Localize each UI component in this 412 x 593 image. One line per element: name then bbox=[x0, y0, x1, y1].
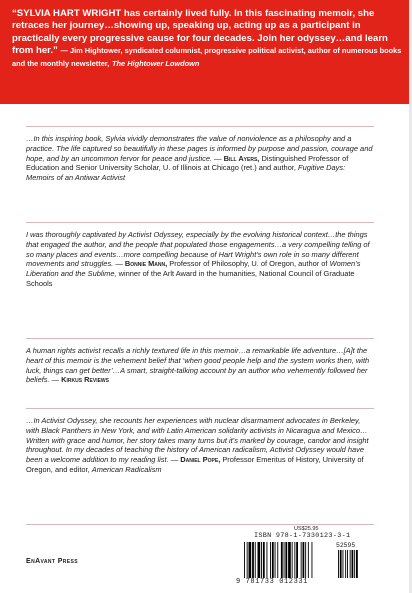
quote-author-title: Professor Emeritus of History, University of Oregon, and editor, bbox=[26, 455, 364, 474]
quote-block: A human rights activist recalls a richly textured life in this memoir…a remarkable life adventure…[A]t the heart of this memoir is the vehement belief that ‘when good people help and the system works then, with luck, things can get better’…A smart, straight-talking account by an author who vehemently followed her beliefs. — Kirkus Reviews bbox=[26, 346, 370, 385]
quote-author: Bill Ayers, bbox=[223, 153, 260, 163]
endorsement-banner bbox=[0, 0, 412, 104]
quote-block: …In Activist Odyssey, she recounts her experiences with nuclear disarmament advocates in Berkeley, with Black Panthers in New York, and with Latin American solidarity activists in Nicaragua and Mexico…Written with grace and humor, her story takes many turns but it’s marked by courage, candor and insight throughout. In my decades of teaching the history of American radicalism, Activist Odyssey would have been a welcome addition to my reading list. — Daniel Pope, Professor Emeritus of History, University of Oregon, and editor, American Radicalism bbox=[26, 416, 369, 474]
quote-work: Women’s Liberation and the Sublime, bbox=[26, 259, 361, 278]
divider bbox=[26, 524, 374, 525]
publisher-imprint: EnAvant Press bbox=[26, 558, 79, 565]
lead-attribution: — Jim Hightower, syndicated columnist, progressive political activist, author of numerous books and the monthly newsletter, bbox=[12, 46, 402, 68]
quote-block: I was thoroughly captivated by Activist Odyssey, especially by the evolving historical context…the things that engaged the author, and the people that populated those engagements…a very compelling telling of so many places and events…more compelling because of Hart Wright’s own role in so many different movements and struggles. — Bonnie Mann, Professor of Philosophy, U. of Oregon, author of Women’s Liberation and the Sublime, winner of the Arlt Award in the humanities, National Council of Graduate Schools bbox=[26, 230, 370, 288]
isbn-barcode bbox=[230, 526, 370, 588]
isbn-label: ISBN 978-1-7330123-3-1 bbox=[254, 532, 351, 540]
quote-work: American Radicalism bbox=[91, 464, 162, 474]
addon-number: 52595 bbox=[336, 542, 356, 549]
lead-quote: “SYLVIA HART WRIGHT has certainly lived fully. In this fascinating memoir, she retraces her journey…showing up, speaking up, acting up as a participant in practically every progressive cause for four decades. Join her odyssey…and learn from her.” bbox=[12, 8, 388, 57]
quote-author: Bonnie Mann, bbox=[124, 259, 168, 269]
quote-author: Kirkus Reviews bbox=[61, 375, 109, 385]
divider bbox=[26, 408, 374, 409]
quote-block: …In this inspiring book, Sylvia vividly demonstrates the value of nonviolence as a philosophy and a practice. The life captured so beautifully in these pages is informed by purpose and passion, courage and hope, and by an uncommon fervor for peace and justice. — Bill Ayers, Distinguished Professor of Education and Senior University Scholar, U. of Illinois at Chicago (ret.) and author, Fugitive Days: Memoirs of an Antiwar Activist bbox=[26, 134, 373, 182]
quote-text: …In this inspiring book, Sylvia vividly demonstrates the value of nonviolence as a philosophy and a practice. The life captured so beautifully in these pages is informed by purpose and passion, courage and hope, and by an uncommon fervor for peace and justice. bbox=[26, 134, 373, 163]
quote-author: Daniel Pope, bbox=[180, 455, 221, 464]
quote-author-title: Distinguished Professor of Education and Senior University Scholar, U. of Illinois at Chicago (ret.) and author, bbox=[26, 153, 349, 173]
barcode-digits: 9 781733 012331 bbox=[236, 578, 309, 586]
quote-text: A human rights activist recalls a richly textured life in this memoir…a remarkable life adventure…[A]t the heart of this memoir is the vehement belief that ‘when good people help and the system works then, with luck, things can get better’…A smart, straight-talking account by an author who vehemently followed her beliefs. bbox=[26, 346, 370, 385]
quote-author-tail: winner of the Arlt Award in the humanities, National Council of Graduate Schools bbox=[26, 269, 355, 288]
lead-attribution-source: The Hightower Lowdown bbox=[112, 58, 200, 68]
price-label: US$25.95 bbox=[294, 526, 319, 532]
quote-author-title: Professor of Philosophy, U. of Oregon, author of bbox=[169, 259, 328, 269]
quote-text: I was thoroughly captivated by Activist Odyssey, especially by the evolving historical context…the things that engaged the author, and the people that populated those engagements…a very compelling telling of so many places and events…more compelling because of Hart Wright’s own role in so many different movements and struggles. bbox=[26, 230, 370, 269]
divider bbox=[26, 222, 374, 223]
divider bbox=[26, 338, 374, 339]
divider bbox=[26, 126, 374, 127]
quote-work: Fugitive Days: Memoirs of an Antiwar Activist bbox=[26, 163, 346, 182]
quote-text: …In Activist Odyssey, she recounts her experiences with nuclear disarmament advocates in Berkeley, with Black Panthers in New York, and with Latin American solidarity activists in Nicaragua and Mexico…Written with grace and humor, her story takes many turns but it’s marked by courage, candor and insight throughout. In my decades of teaching the history of American radicalism, Activist Odyssey would have been a welcome addition to my reading list. bbox=[26, 416, 369, 464]
